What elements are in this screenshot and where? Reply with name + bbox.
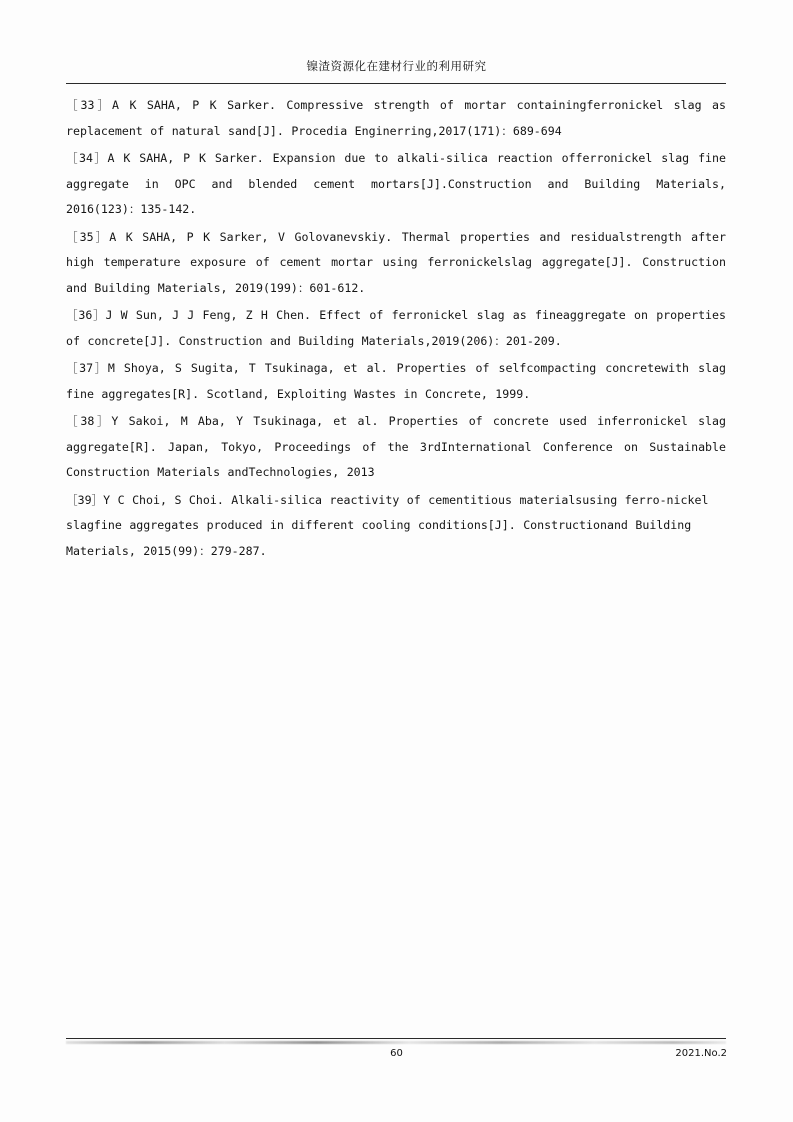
reference-entry: ［34］A K SAHA, P K Sarker. Expansion due to alkali-silica reaction offerronickel slag fine aggregate in OPC and blended cement mortars[J].Construction and Building Materials, 2016(123)：135-142. (66, 151, 726, 216)
reference-entry: ［36］J W Sun, J J Feng, Z H Chen. Effect of ferronickel slag as fineaggregate on properties of concrete[J]. Construction and Building Materials,2019(206)：201-209. (66, 308, 726, 348)
reference-entry: ［35］A K SAHA, P K Sarker, V Golovanevskiy. Thermal properties and residualstrength after high temperature exposure of cement mortar using ferronickelslag aggregate[J]. Construction and Building Materials, 2019(199)：601-612. (66, 229, 726, 295)
footer-divider-rule (66, 1038, 726, 1039)
reference-entry: ［33］A K SAHA, P K Sarker. Compressive strength of mortar containingferronickel slag as replacement of natural sand[J]. Procedia Enginerring,2017(171)：689-694 (66, 98, 726, 138)
running-head-title: 镍渣资源化在建材行业的利用研究 (306, 59, 487, 73)
header-divider-rule (66, 83, 726, 84)
reference-list (66, 93, 726, 566)
reference-entry: ［39］Y C Choi, S Choi. Alkali‐silica reactivity of cementitious materialsusing ferro-nickel slagfine aggregates produced in different cooling conditions[J]. Constructionand Building Materials, 2015(99)：279-287. (66, 492, 709, 558)
reference-entry: ［37］M Shoya, S Sugita, T Tsukinaga, et al. Properties of selfcompacting concretewith slag fine aggregates[R]. Scotland, Exploiting Wastes in Concrete, 1999. (66, 361, 726, 401)
issue-label: 2021.No.2 (675, 1048, 727, 1059)
reference-entry: ［38］Y Sakoi, M Aba, Y Tsukinaga, et al. Properties of concrete used inferronickel slag aggregate[R]. Japan, Tokyo, Proceedings of the 3rdInternational Conference on Sustainable Construction Materials andTechnologies, 2013 (66, 414, 726, 479)
page-number: 60 (390, 1048, 403, 1059)
